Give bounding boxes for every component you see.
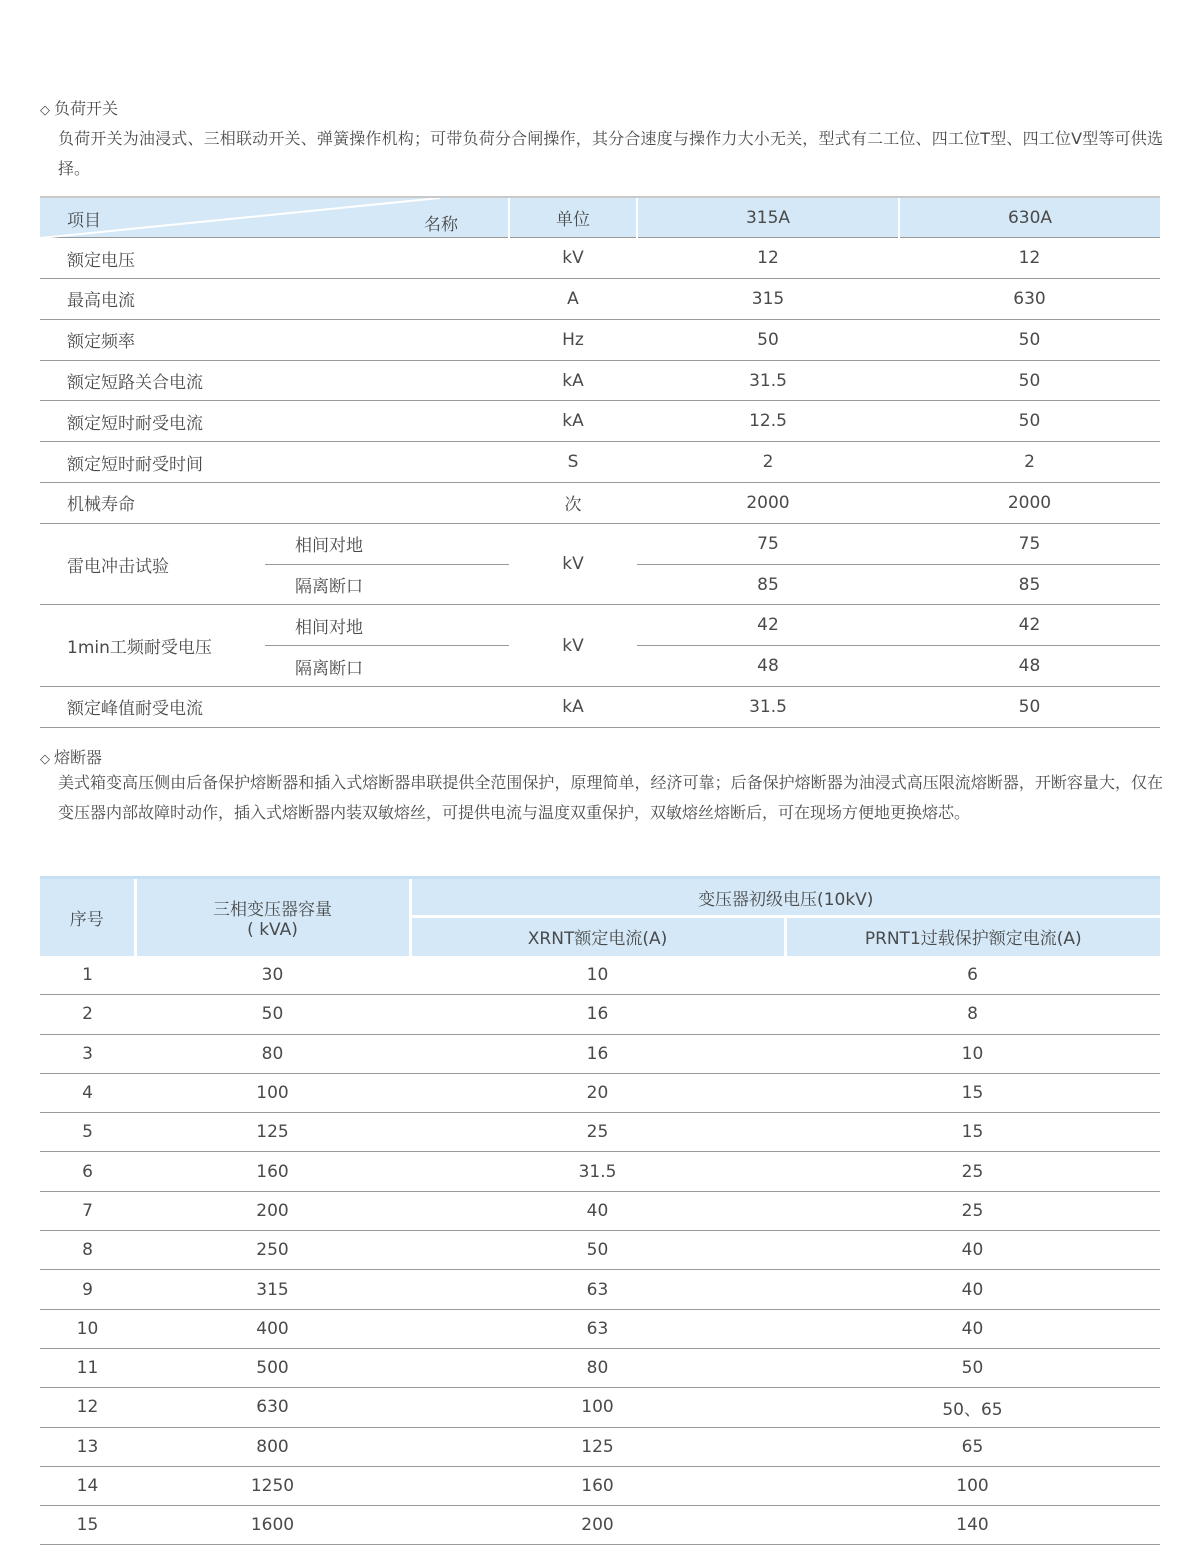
cell-xrnt: 160	[410, 1466, 785, 1505]
fuse-rating-table	[40, 876, 1160, 1545]
table-row: 额定峰值耐受电流 kA 31.5 50	[40, 687, 1160, 728]
cell-xrnt: 16	[410, 1034, 785, 1073]
cell-xrnt: 40	[410, 1191, 785, 1230]
table-header-row	[40, 197, 1160, 238]
cell-seq: 7	[40, 1191, 135, 1230]
cell-prnt: 10	[785, 1034, 1160, 1073]
fuse-description: 美式箱变高压侧由后备保护熔断器和插入式熔断器串联提供全范围保护，原理简单，经济可靠；后备保护熔断器为油浸式高压限流熔断器，开断容量大，仅在变压器内部故障时动作，插入式熔断器内装双敏熔丝，可提供电流与温度双重保护，双敏熔丝熔断后，可在现场方便地更换熔芯。	[58, 773, 1163, 822]
cell-prnt: 65	[785, 1427, 1160, 1466]
table-row	[40, 1506, 1160, 1545]
cell-seq: 2	[40, 995, 135, 1034]
cell-xrnt: 63	[410, 1270, 785, 1309]
cell-xrnt: 125	[410, 1427, 785, 1466]
cell-kva: 80	[135, 1034, 410, 1073]
cell-seq: 5	[40, 1113, 135, 1152]
header-xrnt: XRNT额定电流(A)	[410, 917, 785, 956]
cell-kva: 500	[135, 1348, 410, 1387]
header-315a: 315A	[637, 197, 899, 238]
table-row: 额定短时耐受时间 S 2 2	[40, 442, 1160, 483]
table-row: 机械寿命 次 2000 2000	[40, 483, 1160, 524]
cell-seq: 15	[40, 1506, 135, 1545]
fuse-table-body	[40, 956, 1160, 1545]
cell-seq: 11	[40, 1348, 135, 1387]
table-row	[40, 1270, 1160, 1309]
section-title-fuse: ◇ 熔断器	[40, 748, 103, 767]
table-row	[40, 1348, 1160, 1387]
load-switch-spec-table	[40, 196, 1160, 728]
cell-prnt: 25	[785, 1152, 1160, 1191]
cell-xrnt: 80	[410, 1348, 785, 1387]
table-row: 额定短路关合电流 kA 31.5 50	[40, 360, 1160, 401]
cell-kva: 100	[135, 1073, 410, 1112]
header-unit: 单位	[509, 197, 637, 238]
cell-prnt: 15	[785, 1073, 1160, 1112]
cell-prnt: 40	[785, 1270, 1160, 1309]
cell-xrnt: 20	[410, 1073, 785, 1112]
diamond-bullet-icon: ◇	[40, 103, 50, 118]
header-prnt: PRNT1过载保护额定电流(A)	[785, 917, 1160, 956]
table-row	[40, 1231, 1160, 1270]
table-row	[40, 1191, 1160, 1230]
cell-prnt: 40	[785, 1309, 1160, 1348]
table-row	[40, 1427, 1160, 1466]
cell-kva: 30	[135, 956, 410, 995]
cell-xrnt: 50	[410, 1231, 785, 1270]
header-primary-voltage: 变压器初级电压(10kV)	[410, 878, 1160, 917]
table-row: 1min工频耐受电压 相间对地 kV 42 42	[40, 605, 1160, 646]
table-row: 额定电压 kV 12 12	[40, 238, 1160, 279]
cell-kva: 1600	[135, 1506, 410, 1545]
table-row: 额定频率 Hz 50 50	[40, 319, 1160, 360]
cell-seq: 8	[40, 1231, 135, 1270]
cell-seq: 4	[40, 1073, 135, 1112]
cell-prnt: 50、65	[785, 1388, 1160, 1427]
cell-kva: 400	[135, 1309, 410, 1348]
table-row	[40, 1388, 1160, 1427]
cell-seq: 9	[40, 1270, 135, 1309]
cell-seq: 13	[40, 1427, 135, 1466]
table-row	[40, 1034, 1160, 1073]
table-row	[40, 956, 1160, 995]
cell-seq: 12	[40, 1388, 135, 1427]
table-row: 最高电流 A 315 630	[40, 279, 1160, 320]
cell-kva: 1250	[135, 1466, 410, 1505]
cell-prnt: 6	[785, 956, 1160, 995]
table-header-row	[40, 878, 1160, 917]
cell-xrnt: 100	[410, 1388, 785, 1427]
cell-prnt: 8	[785, 995, 1160, 1034]
cell-kva: 200	[135, 1191, 410, 1230]
section-title-load-switch: ◇ 负荷开关	[40, 99, 119, 118]
header-item-name-cell	[40, 197, 509, 238]
cell-kva: 250	[135, 1231, 410, 1270]
cell-kva: 50	[135, 995, 410, 1034]
cell-xrnt: 10	[410, 956, 785, 995]
header-item: 项目	[67, 211, 101, 231]
cell-prnt: 140	[785, 1506, 1160, 1545]
cell-seq: 14	[40, 1466, 135, 1505]
table-row: 隔离断口 48 48	[40, 646, 1160, 687]
cell-kva: 160	[135, 1152, 410, 1191]
table-row	[40, 1073, 1160, 1112]
table-row	[40, 995, 1160, 1034]
cell-seq: 1	[40, 956, 135, 995]
table-row: 额定短时耐受电流 kA 12.5 50	[40, 401, 1160, 442]
cell-prnt: 100	[785, 1466, 1160, 1505]
cell-xrnt: 31.5	[410, 1152, 785, 1191]
cell-kva: 125	[135, 1113, 410, 1152]
table-row	[40, 1113, 1160, 1152]
load-switch-description: 负荷开关为油浸式、三相联动开关、弹簧操作机构；可带负荷分合闸操作，其分合速度与操作力大小无关，型式有二工位、四工位T型、四工位V型等可供选择。	[58, 129, 1163, 178]
header-capacity: 三相变压器容量 ( kVA)	[135, 878, 410, 956]
cell-kva: 630	[135, 1388, 410, 1427]
cell-xrnt: 16	[410, 995, 785, 1034]
cell-kva: 315	[135, 1270, 410, 1309]
cell-prnt: 25	[785, 1191, 1160, 1230]
cell-seq: 6	[40, 1152, 135, 1191]
header-630a: 630A	[899, 197, 1160, 238]
cell-seq: 10	[40, 1309, 135, 1348]
cell-prnt: 40	[785, 1231, 1160, 1270]
diamond-bullet-icon: ◇	[40, 752, 50, 767]
cell-prnt: 15	[785, 1113, 1160, 1152]
cell-xrnt: 200	[410, 1506, 785, 1545]
cell-xrnt: 25	[410, 1113, 785, 1152]
table-row: 雷电冲击试验 相间对地 kV 75 75	[40, 523, 1160, 564]
table-row	[40, 1309, 1160, 1348]
cell-xrnt: 63	[410, 1309, 785, 1348]
header-seq: 序号	[40, 878, 135, 956]
table-row	[40, 1466, 1160, 1505]
header-name: 名称	[424, 215, 458, 235]
cell-kva: 800	[135, 1427, 410, 1466]
table-row	[40, 1152, 1160, 1191]
table-row: 隔离断口 85 85	[40, 564, 1160, 605]
cell-prnt: 50	[785, 1348, 1160, 1387]
cell-seq: 3	[40, 1034, 135, 1073]
